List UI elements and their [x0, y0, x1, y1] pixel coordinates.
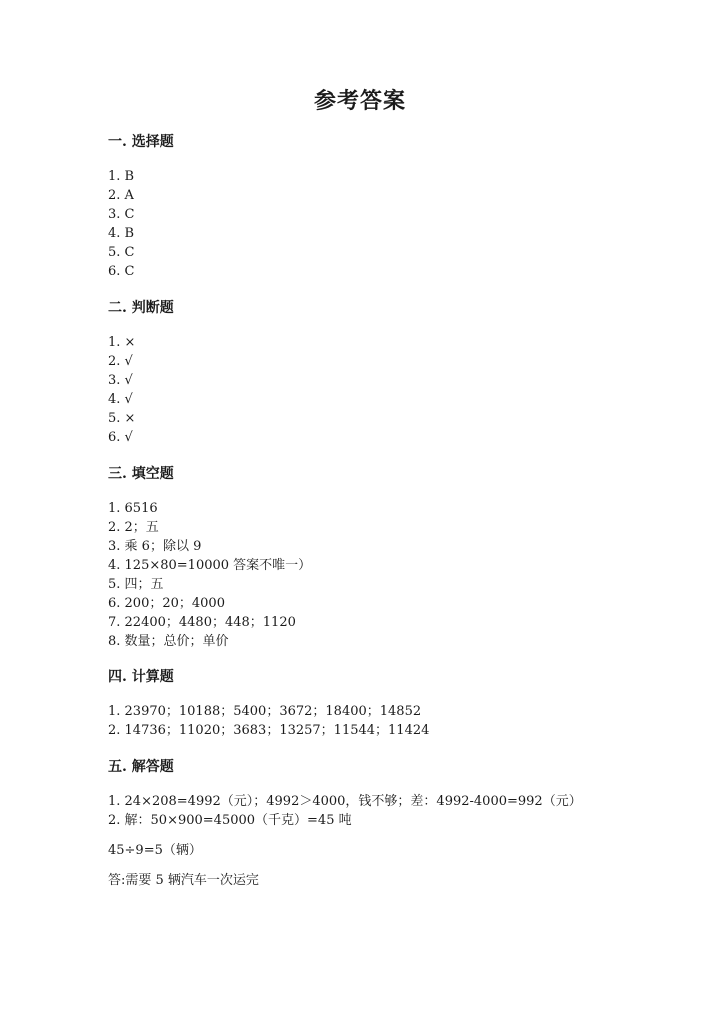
section-fill-in-blank: [108, 464, 668, 651]
section-calculation: [108, 667, 668, 740]
answer-line: 3. 乘 6；除以 9: [108, 539, 202, 554]
answer-line: 1. ×: [108, 335, 136, 350]
answer-line: 1. 23970；10188；5400；3672；18400；14852: [108, 704, 422, 719]
section-heading: 二. 判断题: [108, 300, 174, 316]
spacer: [108, 860, 668, 871]
section-heading: 三. 填空题: [108, 466, 174, 482]
answer-line: 45÷9=5（辆）: [108, 843, 202, 858]
section-true-false: [108, 298, 668, 447]
section-heading: 五. 解答题: [108, 759, 174, 775]
answer-line: 4. 125×80=10000 答案不唯一）: [108, 558, 312, 573]
answer-line: 1. 24×208=4992（元）；4992＞4000，钱不够；差：4992-4000=992（元）: [108, 794, 582, 809]
section-heading: 一. 选择题: [108, 134, 174, 150]
answer-line: 5. ×: [108, 411, 136, 426]
answer-line: 6. √: [108, 430, 133, 445]
answer-line: 2. 解：50×900=45000（千克）=45 吨: [108, 813, 352, 828]
answer-line: 4. √: [108, 392, 133, 407]
answer-line: 答:需要 5 辆汽车一次运完: [108, 873, 259, 888]
section-word-problems: [108, 757, 668, 890]
answer-line: 1. 6516: [108, 501, 158, 516]
section-multiple-choice: [108, 132, 668, 281]
answer-line: 6. 200；20；4000: [108, 596, 225, 611]
answer-line: 6. C: [108, 264, 135, 279]
answer-line: 1. B: [108, 169, 135, 184]
answer-line: 3. C: [108, 207, 135, 222]
answer-line: 2. √: [108, 354, 133, 369]
answer-line: 8. 数量；总价；单价: [108, 634, 229, 649]
answer-line: 7. 22400；4480；448；1120: [108, 615, 296, 630]
answer-line: 4. B: [108, 226, 135, 241]
answer-line: 2. A: [108, 188, 134, 203]
answer-line: 5. C: [108, 245, 135, 260]
spacer: [108, 830, 668, 841]
answer-line: 3. √: [108, 373, 133, 388]
answer-line: 2. 14736；11020；3683；13257；11544；11424: [108, 723, 430, 738]
answer-line: 5. 四；五: [108, 577, 164, 592]
section-heading: 四. 计算题: [108, 669, 174, 685]
page-title: 参考答案: [313, 88, 406, 114]
answer-line: 2. 2；五: [108, 520, 159, 535]
